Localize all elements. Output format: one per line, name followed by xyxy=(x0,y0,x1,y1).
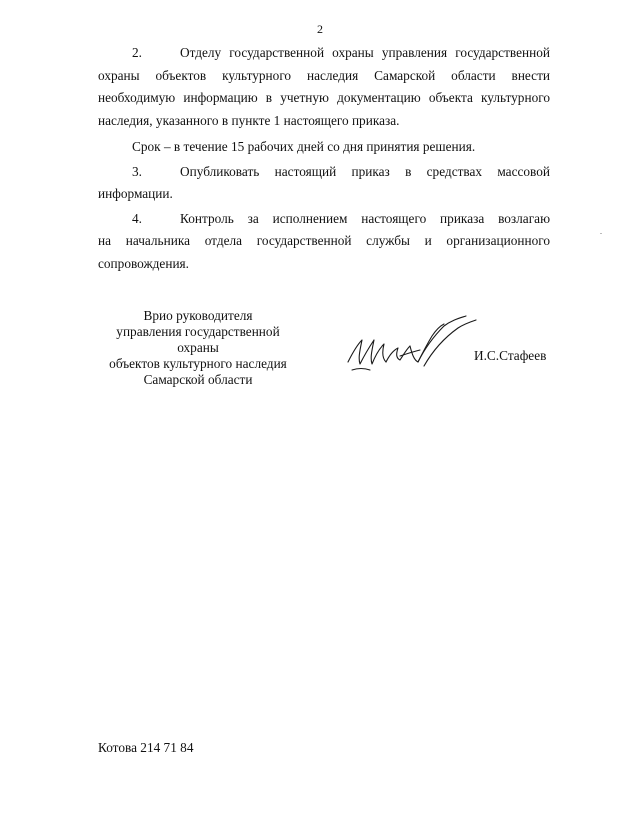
executor-contact: Котова 214 71 84 xyxy=(98,740,194,755)
signatory-position xyxy=(98,308,298,388)
item-4-line-3: сопровождения. xyxy=(98,255,189,271)
deadline-text: Срок – в течение 15 рабочих дней со дня принятия решения. xyxy=(132,139,476,154)
item-2-line-1: 2. Отделу государственной охраны управления государственной xyxy=(98,42,550,65)
signer-name: И.С.Стафеев xyxy=(474,348,547,363)
item-2-line-4: наследия, указанного в пункте 1 настоящего приказа. xyxy=(98,112,400,128)
item-4-line-1: 4. Контроль за исполнением настоящего приказа возлагаю xyxy=(98,208,550,231)
item-4-line-2: на начальника отдела государственной службы и организационного xyxy=(98,233,550,248)
position-line-2: управления государственной охраны xyxy=(116,324,280,355)
position-line-4: Самарской области xyxy=(143,372,253,387)
item-2-line-3: необходимую информацию в учетную документацию объекта культурного xyxy=(98,90,550,105)
item-3-line-2: информации. xyxy=(98,186,173,201)
item-2-number: 2. xyxy=(132,45,142,60)
page-number: 2 xyxy=(317,22,323,36)
item-4-number: 4. xyxy=(132,210,142,226)
item-3-line-1: 3. Опубликовать настоящий приказ в средствах массовой xyxy=(98,161,550,184)
handwritten-signature xyxy=(340,310,480,380)
item-2-line-2: охраны объектов культурного наследия Самарской области внести xyxy=(98,67,550,83)
order-body xyxy=(98,42,550,275)
item-3-number: 3. xyxy=(132,163,142,179)
margin-mark xyxy=(600,233,602,234)
position-line-3: объектов культурного наследия xyxy=(109,356,287,371)
position-line-1: Врио руководителя xyxy=(143,308,253,323)
